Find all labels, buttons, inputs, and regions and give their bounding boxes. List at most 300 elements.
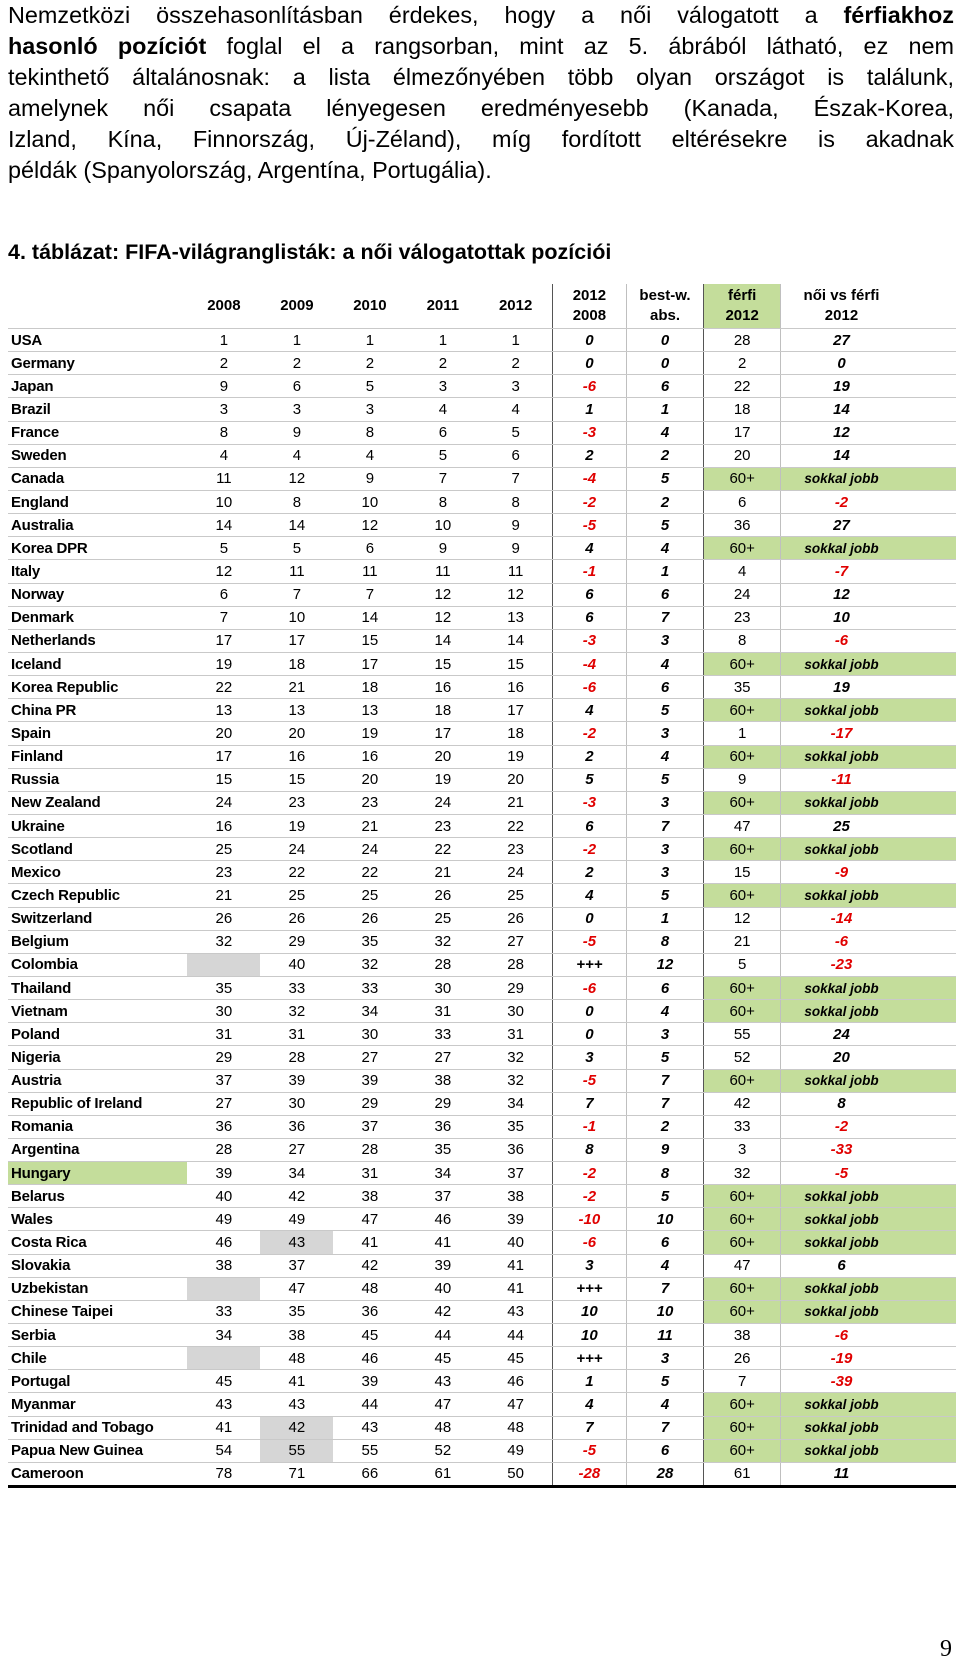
blank-cell [902,1023,956,1046]
rank-cell: 40 [187,1185,260,1208]
rank-cell: 12 [333,514,406,537]
compare-cell: -5 [781,1162,902,1185]
best-abs-cell: 4 [626,1254,703,1277]
blank-cell [902,1046,956,1069]
blank-cell [902,606,956,629]
men-rank-cell: 1 [704,722,781,745]
rank-cell: 43 [187,1393,260,1416]
compare-cell: 14 [781,398,902,421]
men-rank-cell: 21 [704,930,781,953]
best-abs-cell: 1 [626,560,703,583]
rank-cell: 34 [187,1324,260,1347]
rank-cell: 17 [406,722,479,745]
rank-cell: 38 [406,1069,479,1092]
rank-cell: 4 [479,398,552,421]
compare-cell: -23 [781,953,902,976]
rank-cell: 37 [479,1162,552,1185]
rank-cell: 21 [479,791,552,814]
rank-cell: 4 [260,444,333,467]
header-best: best-w. abs. [626,284,703,329]
compare-cell: -7 [781,560,902,583]
rank-cell: 28 [333,1138,406,1161]
rank-cell: 21 [406,861,479,884]
best-abs-cell: 0 [626,352,703,375]
table-row [8,560,956,583]
best-abs-cell: 9 [626,1138,703,1161]
rank-cell: 33 [187,1300,260,1323]
diff-cell: -5 [552,1069,626,1092]
rank-cell: 33 [406,1023,479,1046]
rank-cell: 29 [406,1092,479,1115]
rank-cell: 23 [187,861,260,884]
header-blank [902,284,956,329]
diff-cell: 6 [552,814,626,837]
diff-cell: 6 [552,606,626,629]
diff-cell: -6 [552,1231,626,1254]
rank-cell: 31 [333,1162,406,1185]
rank-cell: 42 [333,1254,406,1277]
rank-cell: 55 [333,1439,406,1462]
compare-cell: sokkal jobb [781,652,902,675]
country-name: Ukraine [8,814,187,837]
table-row [8,976,956,999]
rank-cell: 25 [187,838,260,861]
country-name: Brazil [8,398,187,421]
rank-cell: 8 [479,490,552,513]
rank-cell: 15 [187,768,260,791]
best-abs-cell: 7 [626,814,703,837]
men-rank-cell: 60+ [704,1208,781,1231]
rank-cell: 39 [260,1069,333,1092]
country-name: Spain [8,722,187,745]
header-diff: 2012 2008 [552,284,626,329]
blank-cell [902,814,956,837]
compare-cell: sokkal jobb [781,1439,902,1462]
rank-cell: 54 [187,1439,260,1462]
rank-cell: 20 [187,722,260,745]
rank-cell: 44 [479,1324,552,1347]
country-name: Russia [8,768,187,791]
men-rank-cell: 60+ [704,1277,781,1300]
men-rank-cell: 60+ [704,838,781,861]
intro-paragraph [8,0,954,186]
best-abs-cell: 3 [626,791,703,814]
best-abs-cell: 3 [626,1347,703,1370]
country-name: Slovakia [8,1254,187,1277]
header-2008: 2008 [187,284,260,329]
rank-cell: 8 [333,421,406,444]
country-name: USA [8,329,187,352]
blank-cell [902,560,956,583]
rank-cell: 25 [406,907,479,930]
country-name: Costa Rica [8,1231,187,1254]
table-row [8,352,956,375]
compare-cell: -2 [781,1115,902,1138]
table-row [8,838,956,861]
men-rank-cell: 55 [704,1023,781,1046]
compare-cell: 8 [781,1092,902,1115]
rank-cell: 26 [406,884,479,907]
blank-cell [902,1277,956,1300]
country-name: England [8,490,187,513]
diff-cell: -2 [552,490,626,513]
best-abs-cell: 5 [626,1185,703,1208]
men-rank-cell: 15 [704,861,781,884]
blank-cell [902,421,956,444]
table-row [8,1231,956,1254]
rank-cell: 15 [260,768,333,791]
rank-cell: 44 [406,1324,479,1347]
rank-cell [187,953,260,976]
rank-cell: 4 [406,398,479,421]
country-name: Australia [8,514,187,537]
table-row [8,444,956,467]
rank-cell: 41 [260,1370,333,1393]
diff-cell: -1 [552,560,626,583]
rank-cell: 41 [479,1277,552,1300]
compare-cell: 6 [781,1254,902,1277]
rank-cell: 3 [406,375,479,398]
rank-cell: 9 [479,537,552,560]
rank-cell: 52 [406,1439,479,1462]
rank-cell: 16 [333,745,406,768]
rank-cell: 28 [406,953,479,976]
intro-line [8,0,954,31]
rank-cell: 47 [333,1208,406,1231]
table-row [8,1416,956,1439]
compare-cell: -2 [781,490,902,513]
diff-cell: -2 [552,722,626,745]
table-row [8,1185,956,1208]
blank-cell [902,1370,956,1393]
country-name: Argentina [8,1138,187,1161]
header-2009: 2009 [260,284,333,329]
diff-cell: -2 [552,1162,626,1185]
table-row [8,652,956,675]
table-row [8,1162,956,1185]
table-row [8,745,956,768]
page-number: 9 [940,1636,952,1662]
diff-cell: -3 [552,421,626,444]
rank-cell: 46 [479,1370,552,1393]
rank-cell: 43 [260,1393,333,1416]
rank-cell: 4 [187,444,260,467]
compare-cell: sokkal jobb [781,699,902,722]
rank-cell: 32 [479,1069,552,1092]
intro-line [8,124,954,155]
men-rank-cell: 42 [704,1092,781,1115]
men-rank-cell: 28 [704,329,781,352]
diff-cell: -6 [552,676,626,699]
diff-cell: 10 [552,1300,626,1323]
compare-cell: sokkal jobb [781,1208,902,1231]
country-name: Republic of Ireland [8,1092,187,1115]
rank-cell: 49 [260,1208,333,1231]
rank-cell: 10 [260,606,333,629]
table-row [8,421,956,444]
table-row [8,1115,956,1138]
blank-cell [902,583,956,606]
rank-cell: 1 [479,329,552,352]
blank-cell [902,953,956,976]
rank-cell: 18 [479,722,552,745]
rank-cell: 5 [333,375,406,398]
rank-cell: 12 [406,583,479,606]
diff-cell: -6 [552,375,626,398]
best-abs-cell: 3 [626,629,703,652]
rank-cell: 38 [187,1254,260,1277]
best-abs-cell: 4 [626,1393,703,1416]
rank-cell: 39 [333,1069,406,1092]
rank-cell: 20 [406,745,479,768]
best-abs-cell: 3 [626,838,703,861]
table-row [8,1324,956,1347]
rank-cell: 11 [260,560,333,583]
blank-cell [902,352,956,375]
rank-cell: 33 [333,976,406,999]
diff-cell: 2 [552,444,626,467]
men-rank-cell: 9 [704,768,781,791]
best-abs-cell: 4 [626,421,703,444]
compare-cell: -33 [781,1138,902,1161]
best-abs-cell: 6 [626,976,703,999]
rank-cell: 18 [260,652,333,675]
rank-cell: 17 [187,629,260,652]
rank-cell: 39 [333,1370,406,1393]
blank-cell [902,791,956,814]
intro-bold-text: hasonló pozíciót [8,33,207,59]
table-row [8,537,956,560]
rank-cell: 37 [333,1115,406,1138]
table-row [8,907,956,930]
men-rank-cell: 12 [704,907,781,930]
fifa-ranking-table [8,284,956,1488]
rank-cell: 14 [479,629,552,652]
best-abs-cell: 2 [626,490,703,513]
blank-cell [902,537,956,560]
best-abs-cell: 5 [626,699,703,722]
country-name: China PR [8,699,187,722]
compare-cell: sokkal jobb [781,467,902,490]
men-rank-cell: 8 [704,629,781,652]
rank-cell: 21 [260,676,333,699]
rank-cell: 32 [187,930,260,953]
diff-cell: -3 [552,629,626,652]
table-row [8,1277,956,1300]
rank-cell: 9 [406,537,479,560]
rank-cell: 5 [187,537,260,560]
header-compare: női vs férfi 2012 [781,284,902,329]
best-abs-cell: 2 [626,444,703,467]
best-abs-cell: 11 [626,1324,703,1347]
country-name: Wales [8,1208,187,1231]
rank-cell: 27 [333,1046,406,1069]
table-row [8,791,956,814]
table-row [8,1300,956,1323]
rank-cell: 61 [406,1462,479,1486]
men-rank-cell: 6 [704,490,781,513]
rank-cell: 39 [187,1162,260,1185]
best-abs-cell: 7 [626,1069,703,1092]
compare-cell: sokkal jobb [781,976,902,999]
compare-cell: sokkal jobb [781,838,902,861]
diff-cell: +++ [552,953,626,976]
men-rank-cell: 18 [704,398,781,421]
diff-cell: 4 [552,699,626,722]
table-row [8,930,956,953]
country-name: Belarus [8,1185,187,1208]
diff-cell: 2 [552,861,626,884]
men-rank-cell: 60+ [704,1069,781,1092]
header-2011: 2011 [406,284,479,329]
rank-cell: 49 [479,1439,552,1462]
rank-cell: 34 [479,1092,552,1115]
rank-cell: 10 [406,514,479,537]
table-row [8,375,956,398]
blank-cell [902,1439,956,1462]
intro-line [8,155,954,186]
country-name: Uzbekistan [8,1277,187,1300]
blank-cell [902,398,956,421]
compare-cell: -9 [781,861,902,884]
diff-cell: +++ [552,1347,626,1370]
compare-cell: 24 [781,1023,902,1046]
rank-cell: 20 [260,722,333,745]
men-rank-cell: 20 [704,444,781,467]
men-rank-cell: 22 [704,375,781,398]
compare-cell: sokkal jobb [781,791,902,814]
rank-cell: 46 [187,1231,260,1254]
rank-cell: 1 [187,329,260,352]
rank-cell: 12 [406,606,479,629]
table-caption: 4. táblázat: FIFA-világranglisták: a női válogatottak pozíciói [8,240,612,264]
rank-cell: 29 [260,930,333,953]
rank-cell: 6 [260,375,333,398]
rank-cell: 21 [333,814,406,837]
rank-cell [187,1347,260,1370]
best-abs-cell: 4 [626,1000,703,1023]
best-abs-cell: 7 [626,1092,703,1115]
men-rank-cell: 60+ [704,1416,781,1439]
diff-cell: -5 [552,1439,626,1462]
table-header-row [8,284,956,329]
rank-cell: 5 [479,421,552,444]
rank-cell: 27 [187,1092,260,1115]
men-rank-cell: 23 [704,606,781,629]
rank-cell: 24 [406,791,479,814]
header-2010: 2010 [333,284,406,329]
men-rank-cell: 61 [704,1462,781,1486]
diff-cell: +++ [552,1277,626,1300]
country-name: Cameroon [8,1462,187,1486]
table-row [8,1208,956,1231]
men-rank-cell: 35 [704,676,781,699]
rank-cell: 30 [260,1092,333,1115]
country-name: Papua New Guinea [8,1439,187,1462]
rank-cell: 48 [406,1416,479,1439]
diff-cell: 0 [552,1000,626,1023]
blank-cell [902,1231,956,1254]
blank-cell [902,768,956,791]
blank-cell [902,375,956,398]
blank-cell [902,884,956,907]
men-rank-cell: 60+ [704,1000,781,1023]
men-rank-cell: 24 [704,583,781,606]
best-abs-cell: 5 [626,1370,703,1393]
rank-cell: 33 [260,976,333,999]
rank-cell: 22 [187,676,260,699]
rank-cell: 42 [260,1185,333,1208]
rank-cell: 19 [406,768,479,791]
country-name: Trinidad and Tobago [8,1416,187,1439]
rank-cell: 9 [187,375,260,398]
rank-cell: 66 [333,1462,406,1486]
diff-cell: 1 [552,398,626,421]
blank-cell [902,976,956,999]
country-name: Austria [8,1069,187,1092]
men-rank-cell: 26 [704,1347,781,1370]
rank-cell: 17 [260,629,333,652]
diff-cell: 0 [552,329,626,352]
rank-cell: 39 [479,1208,552,1231]
best-abs-cell: 10 [626,1300,703,1323]
rank-cell: 11 [333,560,406,583]
rank-cell: 78 [187,1462,260,1486]
rank-cell: 6 [406,421,479,444]
rank-cell: 43 [406,1370,479,1393]
rank-cell: 17 [479,699,552,722]
country-name: Korea DPR [8,537,187,560]
rank-cell: 40 [260,953,333,976]
intro-text: Izland, Kína, Finnország, Új-Zéland), míg fordított eltérésekre is akadnak [8,126,954,152]
rank-cell: 34 [260,1162,333,1185]
rank-cell: 2 [260,352,333,375]
blank-cell [902,1138,956,1161]
rank-cell: 1 [333,329,406,352]
intro-line [8,31,954,62]
diff-cell: -10 [552,1208,626,1231]
rank-cell: 46 [333,1347,406,1370]
best-abs-cell: 6 [626,583,703,606]
rank-cell: 3 [333,398,406,421]
diff-cell: -2 [552,1185,626,1208]
rank-cell: 31 [260,1023,333,1046]
rank-cell: 42 [260,1416,333,1439]
table-row [8,814,956,837]
rank-cell: 38 [333,1185,406,1208]
table-row [8,398,956,421]
blank-cell [902,329,956,352]
rank-cell: 27 [406,1046,479,1069]
blank-cell [902,1324,956,1347]
rank-cell: 37 [187,1069,260,1092]
rank-cell: 13 [333,699,406,722]
rank-cell: 2 [479,352,552,375]
country-name: France [8,421,187,444]
rank-cell: 19 [333,722,406,745]
rank-cell: 2 [333,352,406,375]
rank-cell: 47 [406,1393,479,1416]
compare-cell: sokkal jobb [781,537,902,560]
intro-line [8,62,954,93]
best-abs-cell: 4 [626,537,703,560]
diff-cell: -28 [552,1462,626,1486]
rank-cell: 14 [406,629,479,652]
country-name: Serbia [8,1324,187,1347]
rank-cell: 35 [260,1300,333,1323]
rank-cell: 16 [260,745,333,768]
blank-cell [902,1162,956,1185]
